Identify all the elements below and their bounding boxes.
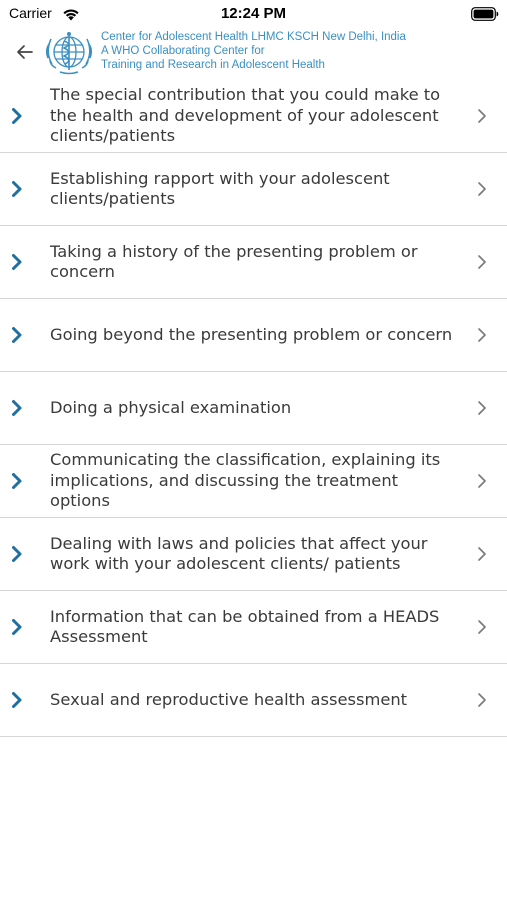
org-line-3: Training and Research in Adolescent Health [101,59,325,71]
list-item-label: Communicating the classification, explaining its implications, and discussing the treatment options [50,450,441,511]
list-item-label: Dealing with laws and policies that affect your work with your adolescent clients/ patients [50,533,428,573]
who-emblem-icon [42,28,96,76]
back-arrow-icon[interactable] [14,42,36,62]
chevron-right-icon [10,326,24,344]
list-item-label: Sexual and reproductive health assessment [50,689,408,709]
org-line-2: A WHO Collaborating Center for [101,45,265,57]
status-bar [0,0,507,28]
org-line-1: Center for Adolescent Health LHMC KSCH New Delhi, India [101,31,406,43]
disclosure-chevron-icon [477,473,487,489]
disclosure-chevron-icon [477,619,487,635]
disclosure-chevron-icon [477,327,487,343]
carrier-label: Carrier [9,5,52,21]
list-item[interactable] [0,80,507,153]
list-item-label: Establishing rapport with your adolescent clients/patients [50,168,390,208]
list-item[interactable] [0,664,507,737]
topic-list [0,80,507,737]
list-item[interactable] [0,226,507,299]
battery-icon [471,6,499,25]
app-header [0,28,507,78]
status-time: 12:24 PM [220,5,287,22]
disclosure-chevron-icon [477,546,487,562]
list-item-label: The special contribution that you could make to the health and development of your adolescent clients/patients [50,85,441,146]
list-item[interactable] [0,518,507,591]
chevron-right-icon [10,472,24,490]
disclosure-chevron-icon [477,692,487,708]
list-item[interactable] [0,153,507,226]
list-item-label: Information that can be obtained from a HEADS Assessment [50,606,440,646]
chevron-right-icon [10,399,24,417]
list-item[interactable] [0,591,507,664]
chevron-right-icon [10,180,24,198]
list-item-label: Doing a physical examination [50,397,292,417]
organization-name [101,30,406,72]
list-item[interactable] [0,299,507,372]
chevron-right-icon [10,107,24,125]
list-item[interactable] [0,445,507,518]
chevron-right-icon [10,545,24,563]
disclosure-chevron-icon [477,181,487,197]
list-item[interactable] [0,372,507,445]
chevron-right-icon [10,253,24,271]
list-item-label: Taking a history of the presenting problem or concern [50,241,418,281]
list-item-label: Going beyond the presenting problem or concern [50,324,453,344]
disclosure-chevron-icon [477,108,487,124]
chevron-right-icon [10,618,24,636]
disclosure-chevron-icon [477,254,487,270]
chevron-right-icon [10,691,24,709]
disclosure-chevron-icon [477,400,487,416]
